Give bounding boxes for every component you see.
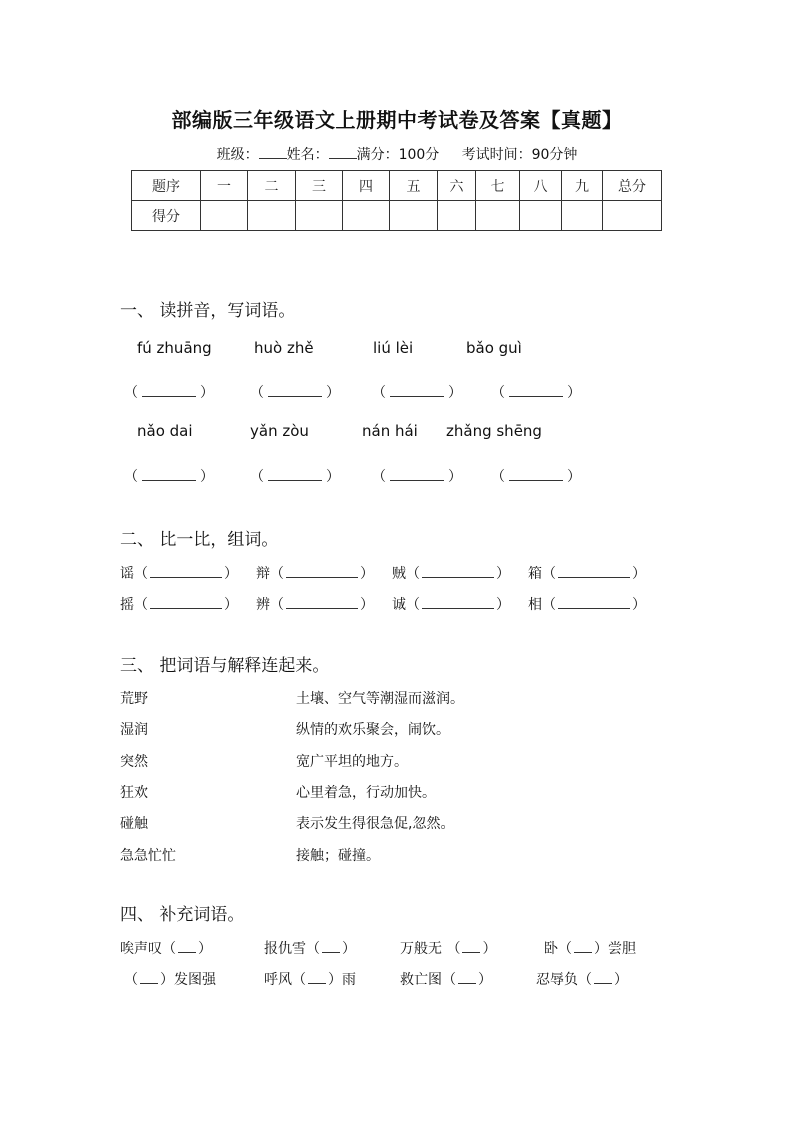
score-cell[interactable] [390, 201, 438, 231]
pinyin-item: huò zhě [254, 339, 314, 357]
match-word[interactable]: 湿润 [120, 722, 148, 738]
exam-time: 考试时间：90分钟 [461, 147, 578, 163]
score-cell[interactable] [520, 201, 562, 231]
pinyin-item: bǎo guì [466, 339, 522, 357]
score-header-cell: 总分 [603, 171, 662, 201]
score-header-cell: 八 [520, 171, 562, 201]
match-word[interactable]: 急急忙忙 [120, 848, 176, 864]
idiom-fill[interactable]: 救亡图（ ） [400, 972, 492, 988]
score-row-label: 得分 [132, 201, 201, 231]
idiom-fill[interactable]: 报仇雪（ ） [264, 941, 356, 957]
class-blank[interactable] [259, 146, 287, 159]
idiom-fill[interactable]: 卧（ ）尝胆 [544, 941, 636, 957]
compare-item[interactable]: 辨（ ） [256, 597, 374, 613]
score-header-cell: 五 [390, 171, 438, 201]
answer-blank[interactable]: （ ） [250, 469, 340, 485]
score-header-cell: 题序 [132, 171, 201, 201]
score-header-cell: 三 [296, 171, 343, 201]
score-header-cell: 七 [476, 171, 520, 201]
idiom-fill[interactable]: 万般无 （ ） [400, 941, 497, 957]
idiom-fill[interactable]: 唉声叹（ ） [120, 941, 212, 957]
section-3-heading: 三、 把词语与解释连起来。 [120, 656, 330, 676]
answer-blank[interactable]: （ ） [124, 385, 214, 401]
match-meaning[interactable]: 心里着急，行动加快。 [296, 785, 436, 801]
match-meaning[interactable]: 接触；碰撞。 [296, 848, 380, 864]
score-table [131, 170, 662, 231]
compare-item[interactable]: 贼（ ） [392, 566, 510, 582]
compare-item[interactable]: 箱（ ） [528, 566, 646, 582]
score-header-cell: 四 [343, 171, 390, 201]
match-word[interactable]: 碰触 [120, 816, 148, 832]
name-blank[interactable] [329, 146, 357, 159]
pinyin-item: nǎo dai [137, 422, 193, 440]
answer-blank[interactable]: （ ） [372, 469, 462, 485]
score-header-cell: 九 [562, 171, 603, 201]
score-cell[interactable] [438, 201, 476, 231]
answer-blank[interactable]: （ ） [491, 385, 581, 401]
compare-item[interactable]: 辩（ ） [256, 566, 374, 582]
score-cell[interactable] [343, 201, 390, 231]
match-meaning[interactable]: 表示发生得很急促,忽然。 [296, 816, 455, 832]
class-label: 班级： [216, 147, 259, 163]
section-4-heading: 四、 补充词语。 [120, 905, 245, 925]
full-score: 满分：100分 [356, 147, 440, 163]
score-table-score-row [132, 201, 662, 231]
score-header-cell: 一 [201, 171, 248, 201]
answer-blank[interactable]: （ ） [372, 385, 462, 401]
score-header-cell: 二 [248, 171, 296, 201]
pinyin-item: zhǎng shēng [446, 422, 542, 440]
score-cell[interactable] [248, 201, 296, 231]
compare-item[interactable]: 诚（ ） [392, 597, 510, 613]
match-word[interactable]: 狂欢 [120, 785, 148, 801]
score-cell[interactable] [562, 201, 603, 231]
score-cell[interactable] [476, 201, 520, 231]
name-label: 姓名： [286, 147, 329, 163]
section-2-heading: 二、 比一比，组词。 [120, 530, 279, 550]
score-table-header-row [132, 171, 662, 201]
pinyin-item: yǎn zòu [250, 422, 309, 440]
match-meaning[interactable]: 宽广平坦的地方。 [296, 754, 408, 770]
score-cell[interactable] [603, 201, 662, 231]
pinyin-item: liú lèi [373, 339, 414, 357]
idiom-fill[interactable]: （ ）发图强 [124, 972, 216, 988]
idiom-fill[interactable]: 忍辱负（ ） [536, 972, 628, 988]
compare-item[interactable]: 摇（ ） [120, 597, 238, 613]
match-word[interactable]: 突然 [120, 754, 148, 770]
answer-blank[interactable]: （ ） [124, 469, 214, 485]
match-meaning[interactable]: 土壤、空气等潮湿而滋润。 [296, 691, 464, 707]
compare-item[interactable]: 相（ ） [528, 597, 646, 613]
section-1-heading: 一、 读拼音，写词语。 [120, 301, 296, 321]
score-cell[interactable] [296, 201, 343, 231]
idiom-fill[interactable]: 呼风（ ）雨 [264, 972, 356, 988]
score-header-cell: 六 [438, 171, 476, 201]
pinyin-item: nán hái [362, 422, 418, 440]
page-title: 部编版三年级语文上册期中考试卷及答案【真题】 [171, 108, 623, 132]
answer-blank[interactable]: （ ） [250, 385, 340, 401]
match-meaning[interactable]: 纵情的欢乐聚会，闹饮。 [296, 722, 450, 738]
match-word[interactable]: 荒野 [120, 691, 148, 707]
answer-blank[interactable]: （ ） [491, 469, 581, 485]
pinyin-item: fú zhuāng [137, 339, 212, 357]
score-cell[interactable] [201, 201, 248, 231]
compare-item[interactable]: 谣（ ） [120, 566, 238, 582]
exam-info [0, 144, 794, 164]
